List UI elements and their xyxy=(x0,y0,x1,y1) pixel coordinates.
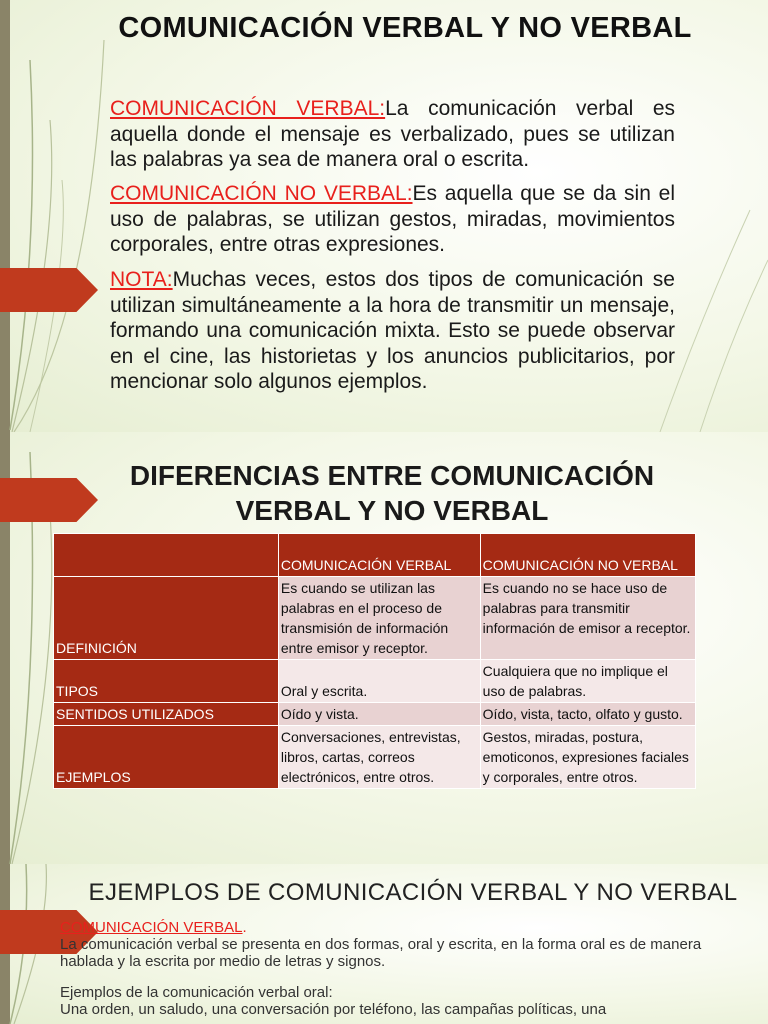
examples-text: COMUNICACIÓN VERBAL. La comunicación verbal se presenta en dos formas, oral y escrita, en la forma oral es de manera hablada y la escrita por medio de letras y signos. Ejemplos de la comunicación verbal oral: Una orden, un saludo, una conversación por teléfono, las campañas políticas, una xyxy=(60,919,720,1018)
page-title: COMUNICACIÓN VERBAL Y NO VERBAL xyxy=(118,12,692,44)
nota-label: NOTA: xyxy=(110,268,173,291)
table-header: COMUNICACIÓN NO VERBAL xyxy=(480,534,695,577)
table-cell: Es cuando se utilizan las palabras en el proceso de transmisión de información entre emisor y receptor. xyxy=(278,577,480,660)
row-label: EJEMPLOS xyxy=(54,726,279,789)
row-label: SENTIDOS UTILIZADOS xyxy=(54,703,279,726)
verbal-text: La comunicación verbal es aquella donde el mensaje es verbalizado, pues se utilizan las palabras ya sea de manera oral o escrita. xyxy=(110,97,675,171)
noverbal-label: COMUNICACIÓN NO VERBAL: xyxy=(110,182,413,205)
comparison-table xyxy=(53,533,696,789)
slide-2 xyxy=(0,432,768,864)
table-cell: Cualquiera que no implique el uso de palabras. xyxy=(480,660,695,703)
oral-heading: Ejemplos de la comunicación verbal oral: xyxy=(60,984,333,1001)
section-title: DIFERENCIAS ENTRE COMUNICACIÓN VERBAL Y NO VERBAL xyxy=(129,460,655,526)
slide-1 xyxy=(0,0,768,432)
table-row xyxy=(54,660,696,703)
table-cell: Gestos, miradas, postura, emoticonos, expresiones faciales y corporales, entre otros. xyxy=(480,726,695,789)
intro-text: La comunicación verbal se presenta en dos formas, oral y escrita, en la forma oral es de manera hablada y la escrita por medio de letras y signos. xyxy=(60,936,702,970)
table-cell: Oral y escrita. xyxy=(278,660,480,703)
table-cell: Es cuando no se hace uso de palabras para transmitir información de emisor a receptor. xyxy=(480,577,695,660)
table-row xyxy=(54,726,696,789)
table-cell: Oído y vista. xyxy=(278,703,480,726)
nota-paragraph xyxy=(110,267,675,395)
oral-text: Una orden, un saludo, una conversación por teléfono, las campañas políticas, una xyxy=(60,1001,607,1018)
slide-3 xyxy=(0,864,768,1024)
table-header: COMUNICACIÓN VERBAL xyxy=(278,534,480,577)
table-header xyxy=(54,534,279,577)
section-title: EJEMPLOS DE COMUNICACIÓN VERBAL Y NO VERBAL xyxy=(88,879,738,906)
row-label: DEFINICIÓN xyxy=(54,577,279,660)
noverbal-paragraph xyxy=(110,181,675,258)
row-label: TIPOS xyxy=(54,660,279,703)
noverbal-text: Es aquella que se da sin el uso de palabras, se utilizan gestos, miradas, movimientos corporales, entre otras expresiones. xyxy=(110,182,675,256)
decorative-lines xyxy=(0,0,120,432)
table-row xyxy=(54,703,696,726)
verbal-label: COMUNICACIÓN VERBAL xyxy=(60,919,243,936)
table-cell: Oído, vista, tacto, olfato y gusto. xyxy=(480,703,695,726)
table-cell: Conversaciones, entrevistas, libros, cartas, correos electrónicos, entre otros. xyxy=(278,726,480,789)
verbal-label: COMUNICACIÓN VERBAL: xyxy=(110,97,386,120)
table-row xyxy=(54,577,696,660)
verbal-paragraph xyxy=(110,96,675,173)
nota-text: Muchas veces, estos dos tipos de comunicación se utilizan simultáneamente a la hora de transmitir un mensaje, formando una comunicación mixta. Esto se puede observar en el cine, las historietas y los anuncios publicitarios, por mencionar solo algunos ejemplos. xyxy=(110,268,675,393)
table-header-row xyxy=(54,534,696,577)
